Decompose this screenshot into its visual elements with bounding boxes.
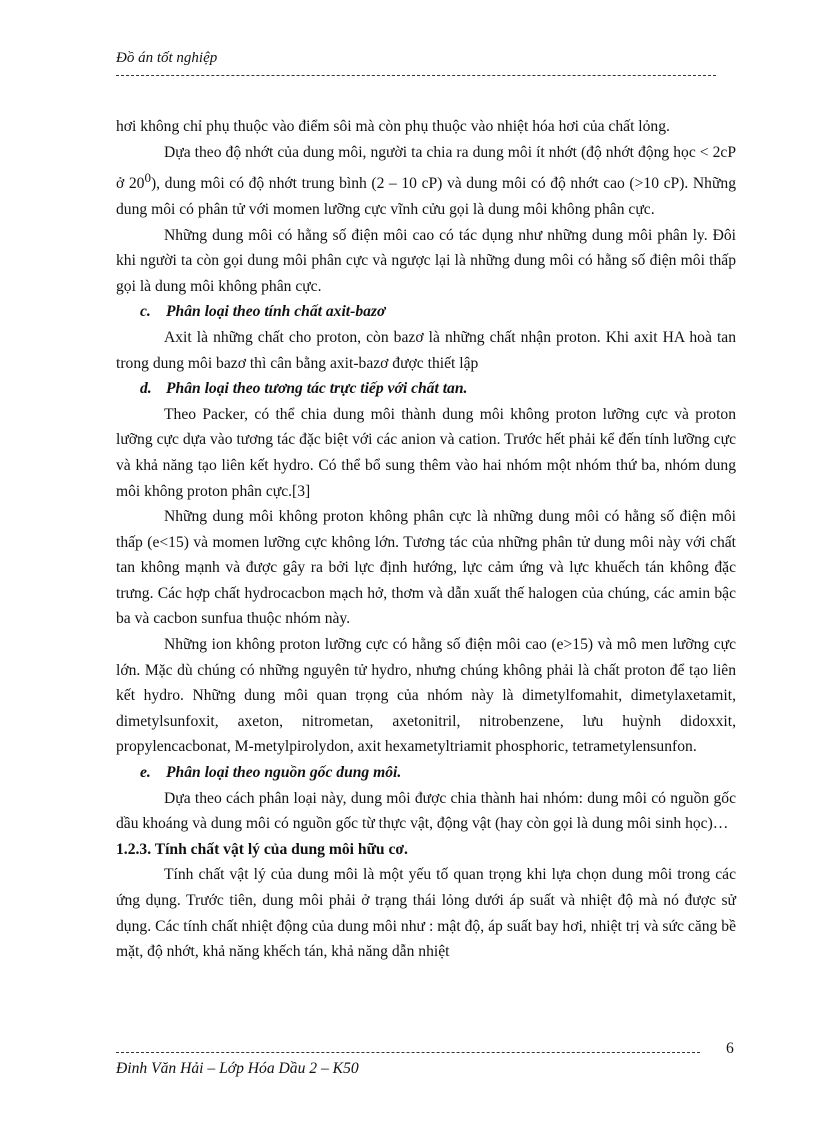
header-divider (116, 75, 716, 76)
footer-divider (116, 1052, 700, 1053)
section-heading: 1.2.3. Tính chất vật lý của dung môi hữu cơ. (116, 840, 408, 858)
subheading-c (140, 299, 736, 325)
paragraph: Những dung môi không proton không phân cực là những dung môi có hằng số điện môi thấp (e<15) và momen lưỡng cực không lớn. Tương tác của những phân tử dung môi này với chất tan không mạnh và được gây ra bởi lực định hướng, lực cảm ứng và lực khuếch tán không đặc trưng. Các hợp chất hydrocacbon mạch hở, thơm và dẫn xuất thế halogen của chúng, các amin bậc ba và cacbon sunfua thuộc nhóm này. (116, 508, 736, 628)
paragraph: hơi không chỉ phụ thuộc vào điểm sôi mà còn phụ thuộc vào nhiệt hóa hơi của chất lỏng. (116, 118, 670, 135)
subheading-title: Phân loại theo nguồn gốc dung môi. (166, 764, 402, 782)
document-body (116, 114, 736, 965)
subheading-title: Phân loại theo tính chất axit-bazơ (166, 303, 386, 321)
page-number: 6 (726, 1040, 734, 1057)
paragraph: Những dung môi có hằng số điện môi cao có tác dụng như những dung môi phân ly. Đôi khi người ta còn gọi dung môi phân cực và ngược lại là những dung môi có hằng số điện môi thấp gọi là dung môi không phân cực. (116, 226, 736, 295)
paragraph: Axit là những chất cho proton, còn bazơ là những chất nhận proton. Khi axit HA hoà tan trong dung môi bazơ thì cân bằng axit-bazơ được thiết lập (116, 328, 736, 372)
subheading-d (140, 376, 736, 402)
subheading-e (140, 760, 736, 786)
paragraph (116, 140, 736, 223)
paragraph: Theo Packer, có thể chia dung môi thành dung môi không proton lưỡng cực và proton lưỡng cực dựa vào tương tác đặc biệt với các anion và cation. Trước hết phải kể đến tính lưỡng cực và khả năng tạo liên kết hydro. Có thể bổ sung thêm vào hai nhóm một nhóm thứ ba, nhóm dung môi không proton phân cực.[3] (116, 405, 736, 500)
superscript: 0 (144, 170, 151, 186)
subheading-letter: d. (140, 380, 152, 398)
paragraph-text: ), dung môi có độ nhớt trung bình (2 – 10 cP) và dung môi có độ nhớt cao (>10 cP). Những dung môi có phân tử với momen lưỡng cực vĩnh cửu gọi là dung môi không phân cực. (116, 175, 736, 218)
subheading-letter: c. (140, 303, 151, 321)
subheading-letter: e. (140, 764, 151, 782)
paragraph: Những ion không proton lưỡng cực có hằng số điện môi cao (e>15) và mô men lưỡng cực lớn. Mặc dù chúng có những nguyên tử hydro, nhưng chúng không phải là chất proton để tạo liên kết hydro. Những dung môi quan trọng của nhóm này là dimetylfomahit, dimetylaxetamit, dimetylsunfoxit, axeton, nitrometan, axetonitril, nitrobenzene, lưu huỳnh didoxxit, propylencacbonat, M-metylpirolydon, axit hexametyltriamit phosphoric, tetrametylensunfon. (116, 636, 736, 756)
running-footer: Đinh Văn Hải – Lớp Hóa Dầu 2 – K50 (116, 1060, 359, 1077)
paragraph: Tính chất vật lý của dung môi là một yếu tố quan trọng khi lựa chọn dung môi trong các ứng dụng. Trước tiên, dung môi phải ở trạng thái lỏng dưới áp suất và nhiệt độ mà nó được sử dụng. Các tính chất nhiệt động của dung môi như : mật độ, áp suất bay hơi, nhiệt trị và sức căng bề mặt, độ nhớt, khả năng khếch tán, khả năng dẫn nhiệt (116, 866, 736, 961)
paragraph: Dựa theo cách phân loại này, dung môi được chia thành hai nhóm: dung môi có nguồn gốc dầu khoáng và dung môi có nguồn gốc từ thực vật, động vật (hay còn gọi là dung môi sinh học)… (116, 789, 736, 833)
subheading-title: Phân loại theo tương tác trực tiếp với chất tan. (166, 380, 468, 398)
running-header: Đồ án tốt nghiệp (116, 50, 218, 66)
paragraph-text: Dựa theo độ nhớt của dung môi, người ta chia ra dung môi ít nhớt (độ nhớt động học < 2cP ở 20 (116, 143, 736, 193)
